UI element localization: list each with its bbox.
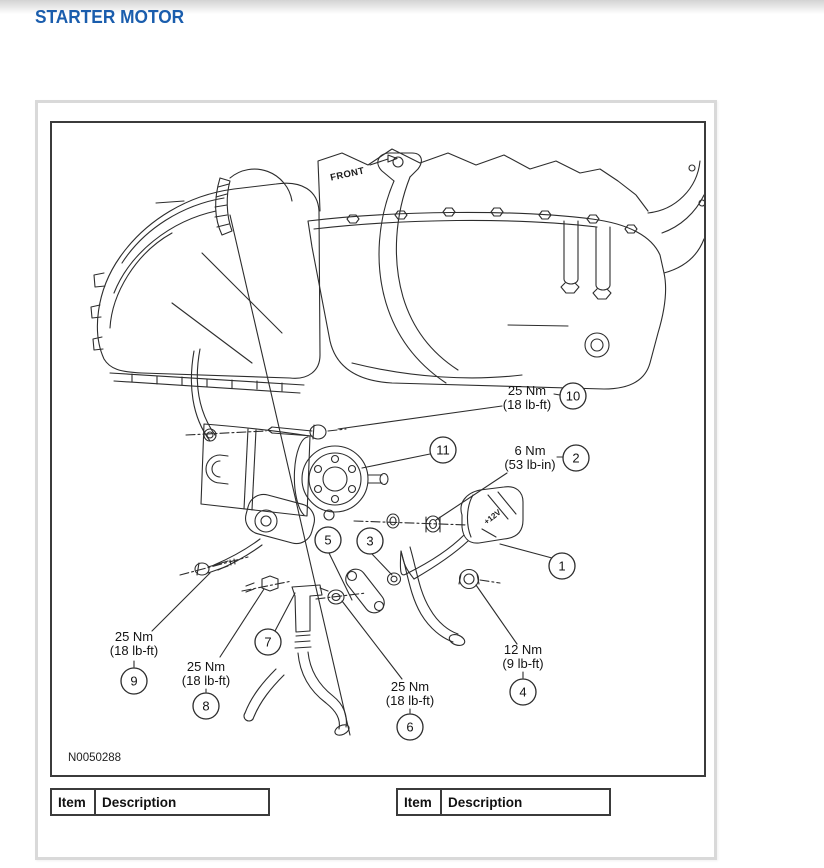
torque-label-9-lb: (18 lb-ft): [109, 643, 159, 658]
torque-label-6-lb: (18 lb-ft): [385, 693, 435, 708]
svg-text:1: 1: [558, 558, 566, 574]
starter-motor-diagram: [52, 123, 704, 775]
hardware-drawing: [195, 425, 523, 737]
svg-text:11: 11: [436, 442, 450, 458]
callout-7: [255, 629, 281, 655]
table-header-row: [51, 789, 269, 815]
callout-9: [121, 668, 147, 694]
figure-card: [35, 100, 717, 860]
svg-text:3: 3: [366, 533, 374, 549]
torque-label-10-lb: (18 lb-ft): [502, 397, 552, 412]
torque-label-10-nm: 25 Nm: [507, 383, 547, 398]
svg-text:2: 2: [572, 450, 580, 466]
torque-label-8-nm: 25 Nm: [186, 659, 226, 674]
svg-text:9: 9: [130, 673, 138, 689]
svg-text:6: 6: [406, 719, 414, 735]
torque-label-6-nm: 25 Nm: [390, 679, 430, 694]
column-header-item: Item: [397, 789, 441, 815]
figure-frame: [50, 121, 706, 777]
svg-text:7: 7: [264, 634, 272, 650]
table-header-row: [397, 789, 610, 815]
figure-id: N0050288: [68, 752, 122, 764]
cover-voltage-label: +12V: [482, 507, 503, 527]
torque-label-8-lb: (18 lb-ft): [181, 673, 231, 688]
torque-label-2-nm: 6 Nm: [514, 443, 546, 458]
svg-text:10: 10: [565, 388, 581, 404]
torque-label-9-nm: 25 Nm: [114, 629, 154, 644]
torque-label-4-nm: 12 Nm: [503, 642, 543, 657]
callout-1: [549, 553, 575, 579]
column-header-description: Description: [95, 789, 269, 815]
callout-5: [315, 527, 341, 553]
callout-10: [560, 383, 586, 409]
callout-6: [397, 714, 423, 740]
column-header-description: Description: [441, 789, 610, 815]
column-header-item: Item: [51, 789, 95, 815]
front-label: FRONT: [329, 165, 366, 184]
parts-tables: [38, 788, 720, 868]
engine-assembly-drawing: [91, 149, 704, 735]
svg-text:5: 5: [324, 532, 332, 548]
torque-label-2-lb: (53 lb-in): [504, 457, 556, 472]
torque-label-4-lb: (9 lb-ft): [502, 656, 544, 671]
parts-table-right: [396, 788, 611, 816]
svg-text:8: 8: [202, 698, 210, 714]
callout-3: [357, 528, 383, 554]
callout-8: [193, 693, 219, 719]
callout-11: [430, 437, 456, 463]
svg-text:4: 4: [519, 684, 527, 700]
callout-4: [510, 679, 536, 705]
page-title: STARTER MOTOR: [35, 7, 185, 27]
parts-table-left: [50, 788, 270, 816]
callout-2: [563, 445, 589, 471]
